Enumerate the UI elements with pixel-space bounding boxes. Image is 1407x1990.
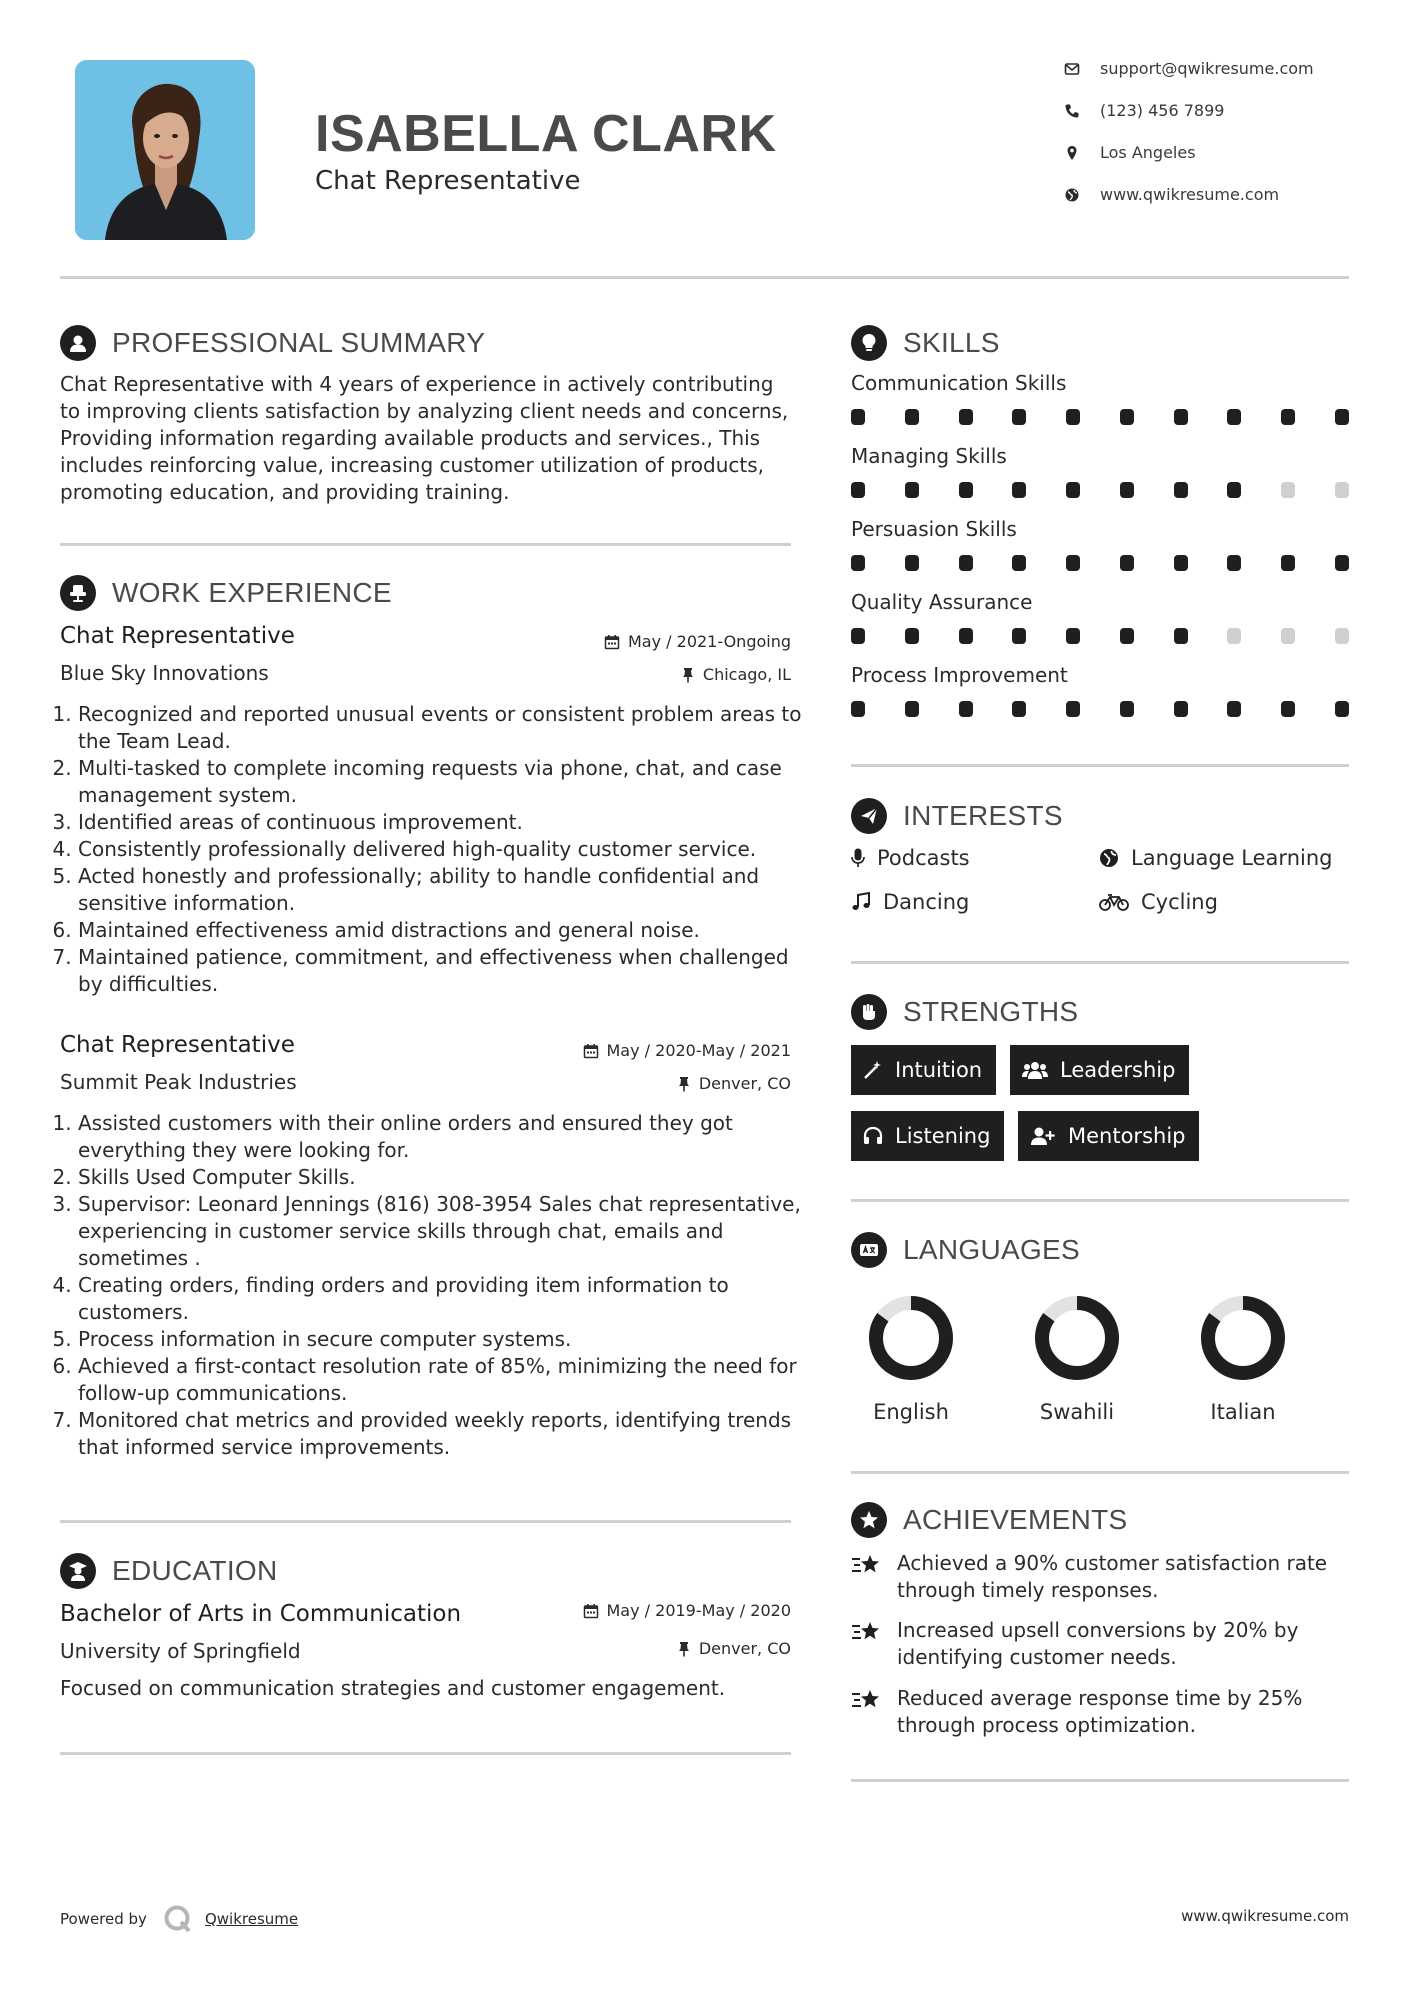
contact-location: [1064, 143, 1196, 162]
skill-dot-filled: [1120, 482, 1134, 498]
skill-dot-filled: [1227, 482, 1241, 498]
strength-intuition: [851, 1045, 996, 1095]
strengths-heading: [851, 994, 1078, 1030]
pushpin-icon: [677, 1076, 691, 1092]
language-name: Swahili: [1039, 1400, 1115, 1424]
envelope-icon: [1064, 61, 1080, 77]
skill-dot-empty: [1227, 628, 1241, 644]
bicycle-icon: [1099, 892, 1129, 912]
skills-heading: [851, 325, 1000, 361]
graduate-icon: [60, 1553, 96, 1589]
calendar-icon: [583, 1603, 599, 1619]
achievement-1-text: Achieved a 90% customer satisfaction rate through timely responses.: [897, 1551, 1328, 1602]
interest-podcasts-label: Podcasts: [877, 846, 970, 870]
contact-website-text: www.qwikresume.com: [1100, 185, 1280, 204]
languages-divider: [851, 1471, 1349, 1474]
summary-heading-label: PROFESSIONAL SUMMARY: [112, 327, 486, 358]
achievement-1: [851, 1550, 1349, 1604]
job-2-date: [583, 1041, 792, 1060]
footer-powered-by: [60, 1904, 298, 1934]
microphone-icon: [851, 848, 865, 868]
skill-dot-empty: [1281, 482, 1295, 498]
skill-dot-filled: [1066, 482, 1080, 498]
globe-icon: [1099, 848, 1119, 868]
skill-dot-filled: [1174, 409, 1188, 425]
skill-dot-filled: [905, 482, 919, 498]
skill-dot-filled: [959, 555, 973, 571]
skills-divider: [851, 764, 1349, 767]
summary-divider: [60, 543, 791, 546]
skill-dot-filled: [1120, 701, 1134, 717]
list-item: 5. Process information in secure computer systems.: [78, 1326, 813, 1353]
calendar-icon: [583, 1043, 599, 1059]
strength-leadership: [1010, 1045, 1189, 1095]
languages-heading-label: LANGUAGES: [903, 1234, 1080, 1265]
language-icon: [851, 1232, 887, 1268]
skill-dot-filled: [959, 482, 973, 498]
skill-dot-filled: [905, 628, 919, 644]
skill-dot-filled: [1174, 555, 1188, 571]
education-school: University of Springfield: [60, 1639, 301, 1663]
education-heading: [60, 1553, 278, 1589]
interests-divider: [851, 961, 1349, 964]
briefcase-chair-icon: [60, 575, 96, 611]
list-item: 1. Recognized and reported unusual events or consistent problem areas to the Team Lead.: [78, 701, 813, 755]
candidate-role: Chat Representative: [315, 166, 581, 196]
job-1-date-text: May / 2021-Ongoing: [628, 632, 791, 651]
lightbulb-icon: [851, 325, 887, 361]
skill-name: Quality Assurance: [851, 590, 1033, 614]
skill-dot-filled: [959, 628, 973, 644]
language-proficiency-ring: [1193, 1288, 1293, 1388]
strength-leadership-label: Leadership: [1060, 1058, 1176, 1082]
job-2-location-text: Denver, CO: [698, 1074, 791, 1093]
languages-heading: [851, 1232, 1080, 1268]
user-plus-icon: [1030, 1126, 1056, 1146]
interests-heading-label: INTERESTS: [903, 800, 1063, 831]
contact-phone[interactable]: [1064, 101, 1224, 120]
job-2-company: Summit Peak Industries: [60, 1070, 297, 1094]
magic-wand-icon: [863, 1060, 883, 1080]
skill-dot-filled: [851, 555, 865, 571]
education-degree: Bachelor of Arts in Communication: [60, 1601, 462, 1627]
list-item: 2. Skills Used Computer Skills.: [78, 1164, 813, 1191]
skill-dot-filled: [1174, 701, 1188, 717]
language-proficiency-ring: [861, 1288, 961, 1388]
skill-dot-empty: [1335, 482, 1349, 498]
qwikresume-logo-icon: [163, 1904, 193, 1934]
skill-dot-filled: [1066, 701, 1080, 717]
strength-mentorship-label: Mentorship: [1068, 1124, 1186, 1148]
skill-dot-filled: [1012, 701, 1026, 717]
education-heading-label: EDUCATION: [112, 1555, 278, 1586]
globe-icon: [1064, 187, 1080, 203]
skill-dot-filled: [1281, 409, 1295, 425]
raised-fist-icon: [851, 994, 887, 1030]
users-icon: [1022, 1060, 1048, 1080]
skill-dot-filled: [1120, 555, 1134, 571]
job-2-date-text: May / 2020-May / 2021: [606, 1041, 791, 1060]
skill-dot-filled: [1012, 628, 1026, 644]
candidate-name: ISABELLA CLARK: [315, 105, 777, 163]
shooting-star-icon: [851, 1687, 883, 1713]
job-2-location: [677, 1074, 791, 1093]
footer-brand-link[interactable]: Qwikresume: [204, 1910, 299, 1928]
interest-language-learning: [1099, 846, 1332, 870]
job-2-bullets: [60, 1110, 813, 1461]
skill-dot-filled: [905, 555, 919, 571]
achievements-divider: [851, 1779, 1349, 1782]
achievement-3-text: Reduced average response time by 25% through process optimization.: [897, 1686, 1303, 1737]
job-1-bullets: [60, 701, 813, 998]
interests-heading: [851, 798, 1063, 834]
education-description: Focused on communication strategies and customer engagement.: [60, 1676, 726, 1700]
job-1-location: [681, 665, 791, 684]
contact-email[interactable]: [1064, 59, 1314, 78]
interest-podcasts: [851, 846, 970, 870]
contact-phone-text: (123) 456 7899: [1100, 101, 1225, 120]
skill-dot-filled: [851, 409, 865, 425]
list-item: 2. Multi-tasked to complete incoming requests via phone, chat, and case management system.: [78, 755, 813, 809]
skill-dot-filled: [851, 628, 865, 644]
footer-powered-by-text: Powered by: [60, 1910, 147, 1928]
skill-dot-filled: [851, 482, 865, 498]
skill-dot-filled: [1174, 628, 1188, 644]
achievements-heading-label: ACHIEVEMENTS: [903, 1504, 1128, 1535]
star-badge-icon: [851, 1502, 887, 1538]
skill-rating: [851, 701, 1349, 717]
strength-mentorship: [1018, 1111, 1199, 1161]
contact-email-text: support@qwikresume.com: [1100, 59, 1314, 78]
skill-dot-filled: [959, 409, 973, 425]
skill-name: Persuasion Skills: [851, 517, 1017, 541]
skill-dot-filled: [1012, 555, 1026, 571]
experience-heading: [60, 575, 392, 611]
interest-cycling: [1099, 890, 1218, 914]
strength-intuition-label: Intuition: [895, 1058, 983, 1082]
pushpin-icon: [677, 1641, 691, 1657]
interest-cycling-label: Cycling: [1141, 890, 1218, 914]
map-marker-icon: [1064, 145, 1080, 161]
skill-dot-filled: [1281, 701, 1295, 717]
headphones-icon: [863, 1126, 883, 1146]
list-item: 6. Maintained effectiveness amid distractions and general noise.: [78, 917, 813, 944]
skill-dot-filled: [1227, 409, 1241, 425]
skill-dot-filled: [959, 701, 973, 717]
job-1-date: [604, 632, 791, 651]
paper-plane-icon: [851, 798, 887, 834]
education-date-text: May / 2019-May / 2020: [606, 1601, 791, 1620]
user-icon: [60, 325, 96, 361]
list-item: 4. Consistently professionally delivered high-quality customer service.: [78, 836, 813, 863]
skill-dot-filled: [851, 701, 865, 717]
summary-text: Chat Representative with 4 years of experience in actively contributing to improving clients satisfaction by analyzing client needs and concerns, Providing information regarding available products and services., This includes reinforcing value, increasing customer utilization of products, promoting education, and providing training.: [60, 372, 789, 504]
achievement-2: [851, 1617, 1349, 1671]
interest-dancing-label: Dancing: [883, 890, 970, 914]
skill-dot-filled: [1012, 482, 1026, 498]
skill-dot-filled: [1120, 409, 1134, 425]
list-item: 4. Creating orders, finding orders and providing item information to customers.: [78, 1272, 813, 1326]
list-item: 7. Monitored chat metrics and provided weekly reports, identifying trends that informed service improvements.: [78, 1407, 813, 1461]
list-item: 3. Supervisor: Leonard Jennings (816) 308-3954 Sales chat representative, experiencing in customer service skills through chat, emails and sometimes .: [78, 1191, 813, 1272]
profile-photo: [75, 60, 255, 240]
education-location: [677, 1639, 791, 1658]
list-item: 3. Identified areas of continuous improvement.: [78, 809, 813, 836]
skill-rating: [851, 409, 1349, 425]
contact-location-text: Los Angeles: [1100, 143, 1196, 162]
skill-dot-filled: [905, 701, 919, 717]
skill-dot-filled: [1227, 701, 1241, 717]
skill-name: Communication Skills: [851, 371, 1067, 395]
pushpin-icon: [681, 667, 695, 683]
skill-dot-filled: [1281, 555, 1295, 571]
strength-listening: [851, 1111, 1004, 1161]
skill-dot-empty: [1335, 628, 1349, 644]
education-divider: [60, 1752, 791, 1755]
skill-dot-filled: [1012, 409, 1026, 425]
shooting-star-icon: [851, 1619, 883, 1645]
interest-dancing: [851, 890, 969, 914]
skill-dot-filled: [1066, 555, 1080, 571]
language-proficiency-ring: [1027, 1288, 1127, 1388]
experience-divider: [60, 1520, 791, 1523]
interest-language-learning-label: Language Learning: [1131, 846, 1333, 870]
skill-name: Managing Skills: [851, 444, 1007, 468]
achievement-2-text: Increased upsell conversions by 20% by identifying customer needs.: [897, 1618, 1299, 1669]
language-name: English: [873, 1400, 949, 1424]
skill-dot-filled: [1174, 482, 1188, 498]
achievement-3: [851, 1685, 1349, 1739]
phone-icon: [1064, 103, 1080, 119]
list-item: 1. Assisted customers with their online orders and ensured they got everything they were looking for.: [78, 1110, 813, 1164]
education-date: [583, 1601, 792, 1620]
skill-dot-filled: [1335, 701, 1349, 717]
skill-dot-filled: [1335, 409, 1349, 425]
strength-listening-label: Listening: [895, 1124, 991, 1148]
job-1-title: Chat Representative: [60, 623, 295, 649]
job-1-company: Blue Sky Innovations: [60, 661, 269, 685]
skill-dot-filled: [905, 409, 919, 425]
summary-heading: [60, 325, 485, 361]
achievements-heading: [851, 1502, 1128, 1538]
skills-heading-label: SKILLS: [903, 327, 1000, 358]
skill-name: Process Improvement: [851, 663, 1068, 687]
list-item: 6. Achieved a first-contact resolution rate of 85%, minimizing the need for follow-up communications.: [78, 1353, 813, 1407]
strengths-heading-label: STRENGTHS: [903, 996, 1079, 1027]
music-note-icon: [851, 892, 871, 912]
language-name: Italian: [1210, 1400, 1276, 1424]
list-item: 7. Maintained patience, commitment, and effectiveness when challenged by difficulties.: [78, 944, 813, 998]
job-2-title: Chat Representative: [60, 1032, 295, 1058]
skill-rating: [851, 628, 1349, 644]
header-divider: [60, 276, 1349, 279]
skill-dot-filled: [1120, 628, 1134, 644]
skill-dot-filled: [1066, 409, 1080, 425]
footer-website[interactable]: www.qwikresume.com: [1181, 1907, 1349, 1925]
calendar-icon: [604, 634, 620, 650]
skill-dot-empty: [1281, 628, 1295, 644]
strengths-divider: [851, 1199, 1349, 1202]
skill-dot-filled: [1227, 555, 1241, 571]
skill-rating: [851, 482, 1349, 498]
experience-heading-label: WORK EXPERIENCE: [112, 577, 392, 608]
job-1-location-text: Chicago, IL: [702, 665, 791, 684]
list-item: 5. Acted honestly and professionally; ability to handle confidential and sensitive information.: [78, 863, 813, 917]
skill-dot-filled: [1066, 628, 1080, 644]
skill-rating: [851, 555, 1349, 571]
contact-website[interactable]: [1064, 185, 1279, 204]
education-location-text: Denver, CO: [698, 1639, 791, 1658]
skill-dot-filled: [1335, 555, 1349, 571]
shooting-star-icon: [851, 1552, 883, 1578]
